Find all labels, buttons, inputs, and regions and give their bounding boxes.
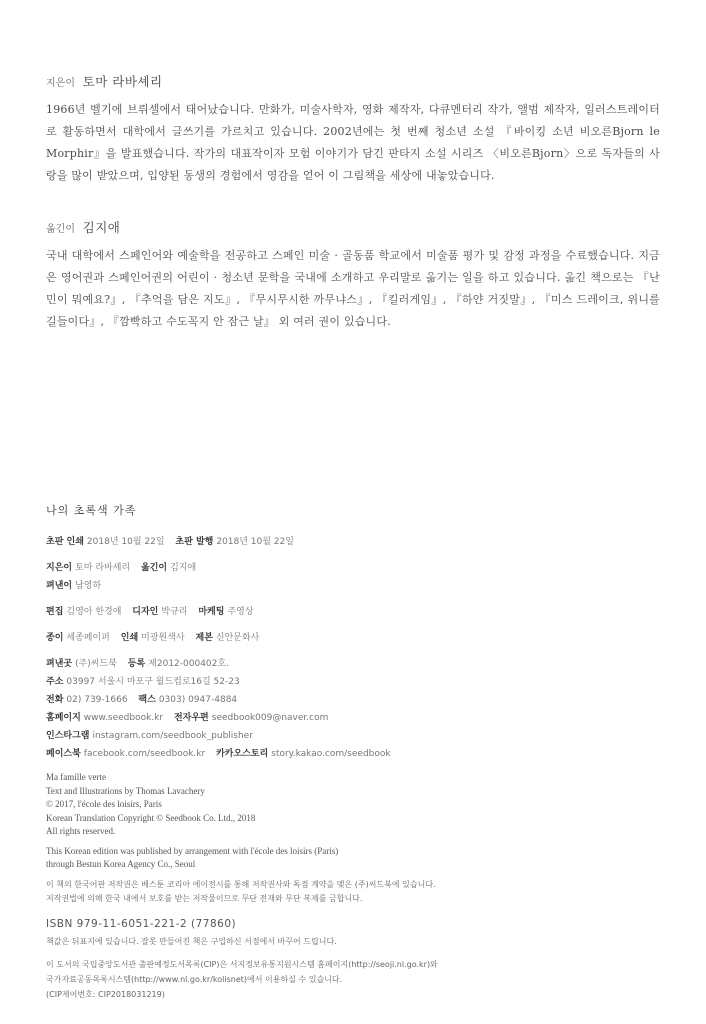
address-label: 주소 bbox=[46, 677, 64, 687]
first-print-label: 초판 인쇄 bbox=[46, 537, 84, 547]
translator-bio-text: 국내 대학에서 스페인어와 예술학을 전공하고 스페인 미술 · 골동품 학교에서 미술품 평가 및 감정 과정을 수료했습니다. 지금은 영어권과 스페인어권의 어린이 · 청소년 문학을 국내에 소개하고 우리말로 옮기는 일을 하고 있습니다. 옮긴 책으로는 『난민이 뭐예요?』, 『추억을 담은 지도』, 『무시무시한 까무냐스』, 『킬러게임』, 『하얀 거짓말』, 『미스 드레이크, 위니를 길들이다』, 『깜빡하고 수도꼭지 안 잠근 날』 외 여러 권이 있습니다. bbox=[46, 249, 660, 328]
fax-value: 0303) 0947-4884 bbox=[158, 695, 238, 705]
colophon-row-house bbox=[46, 655, 660, 673]
colophon-row-web bbox=[46, 709, 660, 727]
colophon-row-instagram bbox=[46, 727, 660, 745]
first-pub-date: 2018년 10월 22일 bbox=[216, 537, 294, 547]
rights-reserved: All rights reserved. bbox=[46, 826, 116, 836]
kakao-link[interactable]: story.kakao.com/seedbook bbox=[271, 749, 391, 759]
colophon-row-publisher bbox=[46, 577, 660, 595]
binding-label: 제본 bbox=[195, 633, 213, 643]
author-label: 지은이 bbox=[46, 563, 73, 573]
design-value: 박규리 bbox=[161, 607, 188, 617]
agency-line: through Bestun Korea Agency Co., Seoul bbox=[46, 859, 196, 869]
credit-line: Text and Illustrations by Thomas Lavachery bbox=[46, 785, 205, 796]
arrangement-line: This Korean edition was published by arrangement with l'école des loisirs (Paris) bbox=[46, 845, 339, 856]
english-copyright bbox=[46, 771, 660, 872]
homepage-link[interactable]: www.seedbook.kr bbox=[83, 713, 164, 723]
cip-line-1: 이 도서의 국립중앙도서관 출판예정도서목록(CIP)은 서지정보유통지원시스템 홈페이지(http://seoji.nl.go.kr)와 bbox=[46, 959, 438, 969]
colophon bbox=[46, 502, 660, 1002]
first-pub-label: 초판 발행 bbox=[175, 537, 214, 547]
print-value: 미광원색사 bbox=[141, 633, 185, 643]
colophon-row-social bbox=[46, 745, 660, 763]
marketing-label: 마케팅 bbox=[198, 607, 225, 617]
copyright-notice bbox=[46, 878, 660, 906]
author-bio-text: 1966년 벨기에 브뤼셀에서 태어났습니다. 만화가, 미술사학자, 영화 제작자, 다큐멘터리 작가, 앨범 제작자, 일러스트레이터로 활동하면서 대학에서 글쓰기를 가르치고 있습니다. 2002년에는 첫 번째 청소년 소설 『바이킹 소년 비오른Bjorn le Morphir』을 발표했습니다. 작가의 대표작이자 모험 이야기가 담긴 판타지 소설 시리즈 〈비오른Bjorn〉으로 독자들의 사랑을 많이 받았으며, 입양된 동생의 경험에서 영감을 얻어 이 그림책을 세상에 내놓았습니다. bbox=[46, 103, 660, 182]
translator-role-label: 옮긴이 bbox=[46, 224, 75, 235]
translator-bio-section bbox=[46, 218, 660, 333]
facebook-label: 페이스북 bbox=[46, 749, 81, 759]
homepage-label: 홈페이지 bbox=[46, 713, 81, 723]
notice-line-1: 이 책의 한국어판 저작권은 베스툰 코리아 에이전시를 통해 저작권사와 독점 계약을 맺은 (주)씨드북에 있습니다. bbox=[46, 879, 436, 889]
registration-value: 제2012-000402호. bbox=[148, 659, 229, 669]
editor-value: 김영아 한경애 bbox=[66, 607, 122, 617]
price-note: 책값은 뒤표지에 있습니다. 잘못 만들어진 책은 구입하신 서점에서 바꾸어 드립니다. bbox=[46, 936, 337, 946]
instagram-label: 인스타그램 bbox=[46, 731, 90, 741]
email-label: 전자우편 bbox=[173, 713, 209, 723]
facebook-link[interactable]: facebook.com/seedbook.kr bbox=[83, 749, 206, 759]
notice-line-2: 저작권법에 의해 한국 내에서 보호를 받는 저작물이므로 무단 전재와 무단 복제를 금합니다. bbox=[46, 893, 363, 903]
colophon-row-staff bbox=[46, 603, 660, 621]
address-value: 03997 서울시 마포구 월드컵로16길 52-23 bbox=[66, 677, 240, 687]
registration-label: 등록 bbox=[127, 659, 146, 669]
colophon-book-title: 나의 초록색 가족 bbox=[46, 504, 137, 517]
design-label: 디자인 bbox=[132, 607, 159, 617]
translator-label: 옮긴이 bbox=[141, 563, 168, 573]
translation-copyright: Korean Translation Copyright © Seedbook Co. Ltd., 2018 bbox=[46, 812, 256, 823]
house-value: (주)씨드북 bbox=[75, 659, 117, 669]
fax-label: 팩스 bbox=[138, 695, 156, 705]
author-value: 토마 라바셰리 bbox=[75, 563, 131, 573]
paper-value: 세종페이퍼 bbox=[66, 633, 110, 643]
phone-value: 02) 739-1666 bbox=[66, 695, 128, 705]
kakao-label: 카카오스토리 bbox=[216, 749, 269, 759]
colophon-row-credits bbox=[46, 559, 660, 577]
translator-heading bbox=[46, 218, 660, 236]
publisher-value: 남영하 bbox=[75, 581, 102, 591]
colophon-row-dates bbox=[46, 533, 660, 551]
isbn: ISBN 979-11-6051-221-2 (77860) bbox=[46, 917, 237, 930]
cip-number: (CIP제어번호: CIP2018031219) bbox=[46, 989, 165, 999]
print-label: 인쇄 bbox=[120, 633, 139, 643]
author-bio-section bbox=[46, 72, 660, 187]
author-role-label: 지은이 bbox=[46, 78, 75, 89]
paper-label: 종이 bbox=[46, 633, 64, 643]
house-label: 펴낸곳 bbox=[46, 659, 73, 669]
original-copyright: © 2017, l'école des loisirs, Paris bbox=[46, 799, 162, 809]
marketing-value: 주영상 bbox=[227, 607, 254, 617]
colophon-row-phone bbox=[46, 691, 660, 709]
first-print-date: 2018년 10월 22일 bbox=[86, 537, 165, 547]
author-heading bbox=[46, 72, 660, 90]
translator-value: 김지애 bbox=[170, 563, 197, 573]
phone-label: 전화 bbox=[46, 695, 64, 705]
translator-name: 김지애 bbox=[82, 220, 121, 235]
cip-notice bbox=[46, 957, 660, 1002]
original-title: Ma famille verte bbox=[46, 772, 106, 782]
publisher-label: 펴낸이 bbox=[46, 581, 73, 591]
author-name: 토마 라바셰리 bbox=[82, 74, 163, 89]
cip-line-2: 국가자료공동목록시스템(http://www.nl.go.kr/kolisnet)에서 이용하실 수 있습니다. bbox=[46, 974, 343, 984]
instagram-link[interactable]: instagram.com/seedbook_publisher bbox=[92, 731, 253, 741]
editor-label: 편집 bbox=[46, 607, 64, 617]
email-link[interactable]: seedbook009@naver.com bbox=[211, 713, 329, 723]
binding-value: 신안문화사 bbox=[215, 633, 260, 643]
colophon-row-production bbox=[46, 629, 660, 647]
colophon-row-address bbox=[46, 673, 660, 691]
